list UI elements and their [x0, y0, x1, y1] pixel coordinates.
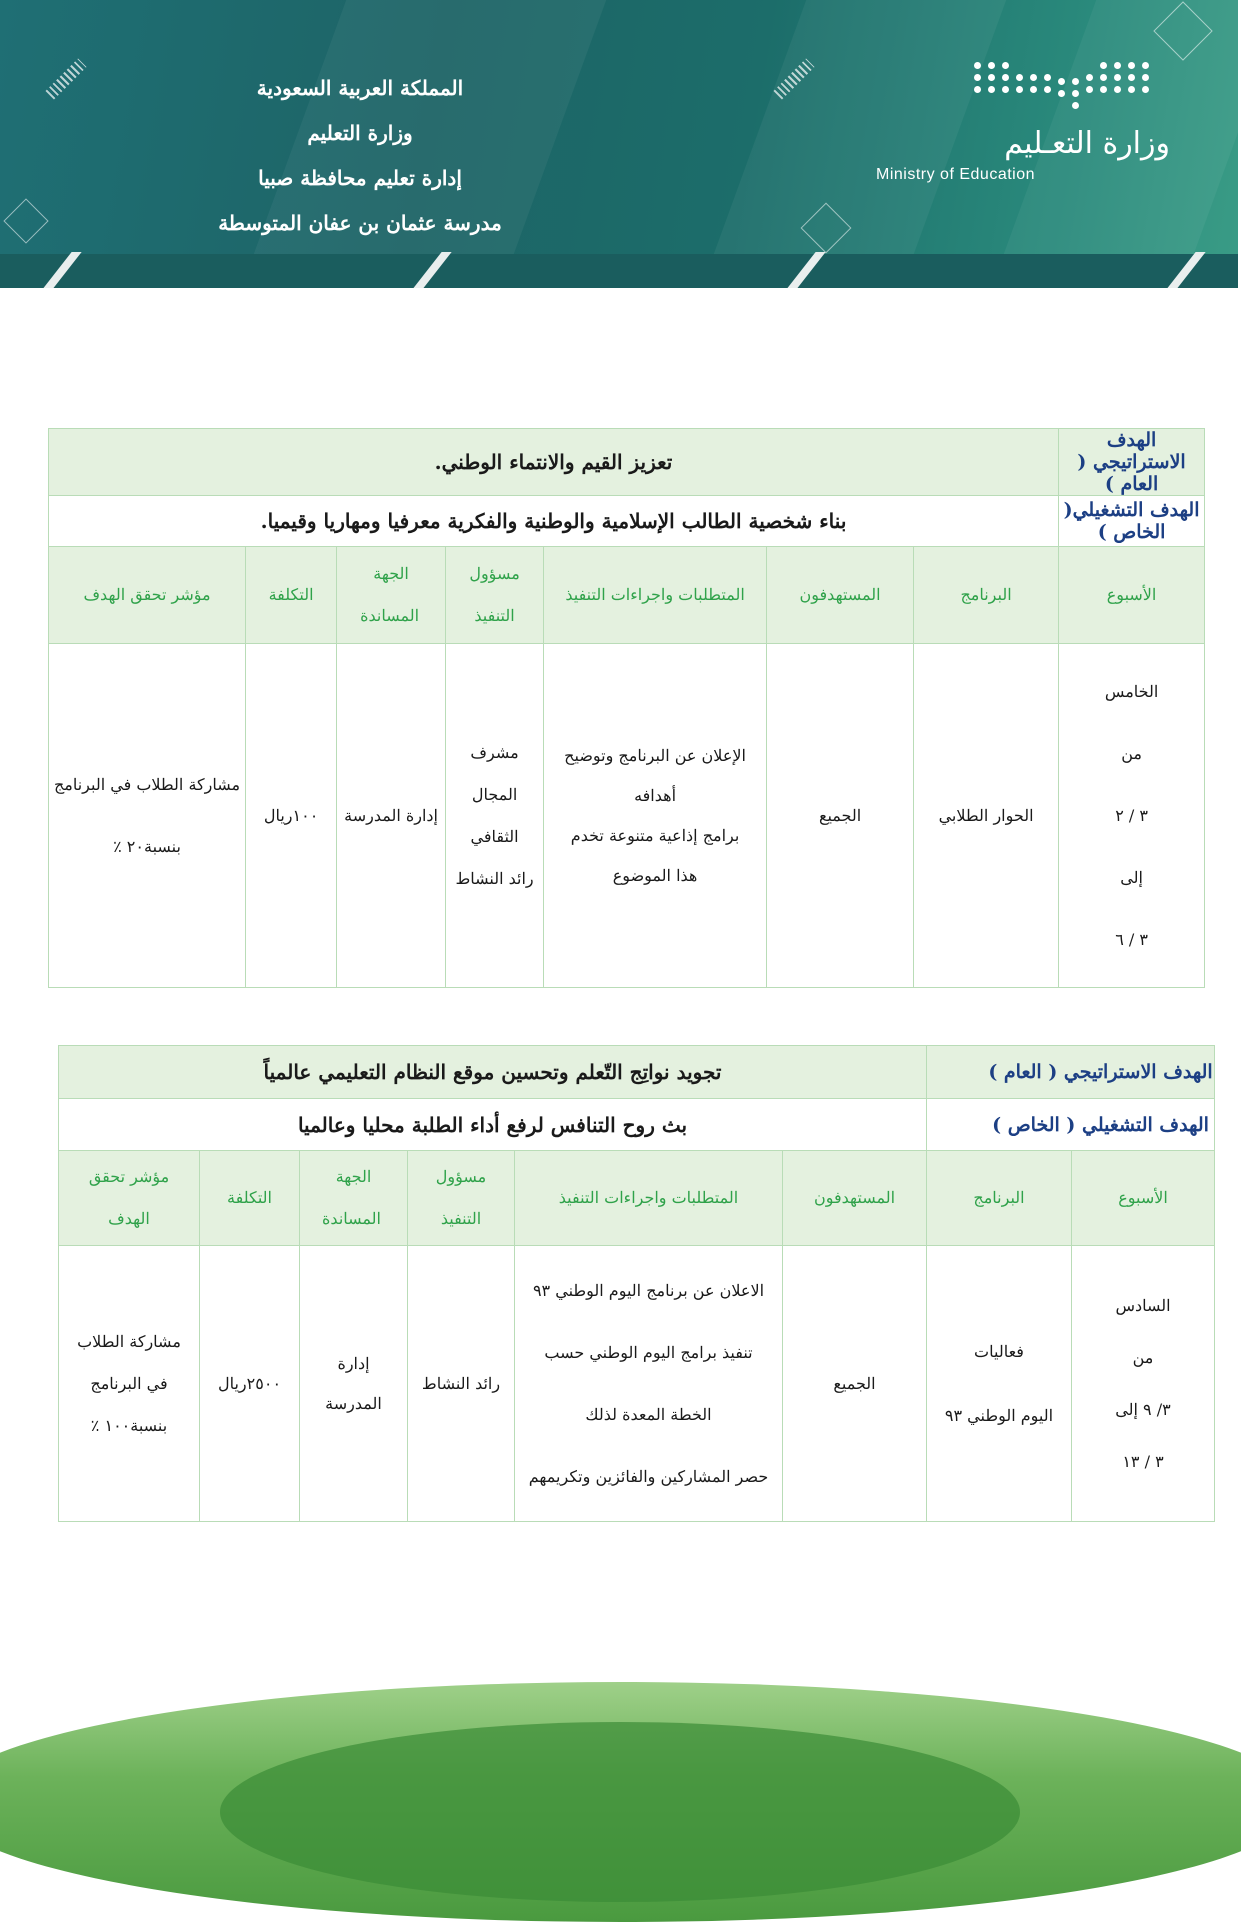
header-banner [0, 0, 1238, 288]
target-cell: الجميع [767, 644, 914, 988]
header-target: المستهدفون [767, 547, 914, 644]
header-requirements: المتطلبات واجراءات التنفيذ [544, 547, 767, 644]
header-target: المستهدفون [783, 1151, 927, 1246]
operational-goal-value: بناء شخصية الطالب الإسلامية والوطنية والفكرية معرفيا ومهاريا وقيميا. [49, 496, 1059, 547]
header-support: الجهة المساندة [337, 547, 446, 644]
table-row [49, 644, 1205, 988]
administration-name: إدارة تعليم محافظة صبيا [258, 166, 462, 190]
header-week: الأسبوع [1059, 547, 1205, 644]
ministry-logo [870, 58, 1170, 188]
indicator-line: مشاركة الطلاب [77, 1331, 181, 1351]
header-program: البرنامج [927, 1151, 1072, 1246]
program-line: اليوم الوطني ٩٣ [944, 1405, 1054, 1425]
ministry-name: وزارة التعليم [307, 121, 413, 145]
target-cell: الجميع [783, 1246, 927, 1522]
header-program: البرنامج [914, 547, 1059, 644]
operational-goal-value: بث روح التنافس لرفع أداء الطلبة محليا وعالميا [59, 1099, 927, 1151]
header-support: الجهة المساندة [300, 1151, 408, 1246]
logo-english-text: Ministry of Education [876, 166, 1036, 183]
week-line: إلى [1120, 867, 1143, 887]
requirement-line: أهدافه [634, 785, 677, 805]
header-indicator: مؤشر تحقق الهدف [59, 1151, 200, 1246]
header-text-block [165, 66, 555, 246]
responsible-cell: رائد النشاط [408, 1246, 515, 1522]
table-row [59, 1246, 1215, 1522]
requirement-line: هذا الموضوع [612, 865, 698, 885]
requirement-line: الاعلان عن برنامج اليوم الوطني ٩٣ [532, 1280, 765, 1300]
week-line: السادس [1115, 1295, 1171, 1315]
week-line: من [1132, 1347, 1154, 1367]
support-line: المدرسة [325, 1393, 382, 1413]
table-header-row [59, 1151, 1215, 1246]
header-responsible: مسؤول التنفيذ [408, 1151, 515, 1246]
operational-goal-label: الهدف التشغيلي ( الخاص ) [927, 1099, 1215, 1151]
requirement-line: الخطة المعدة لذلك [585, 1404, 712, 1424]
indicator-line: بنسبة١٠٠ ٪ [90, 1415, 168, 1435]
week-line: ٣/ ٩ إلى [1115, 1399, 1171, 1419]
indicator-line: بنسبة٢٠ ٪ [113, 836, 181, 856]
logo-arabic-text: وزارة التعـليم [1004, 126, 1170, 161]
strategic-goal-value: تجويد نواتِج التّعلم وتحسين موقع النظام التعليمي عالمياً [59, 1046, 927, 1099]
requirement-line: تنفيذ برامج اليوم الوطني حسب [544, 1342, 753, 1362]
week-line: ٣ / ٦ [1115, 929, 1148, 949]
week-line: ٣ / ٢ [1115, 805, 1148, 825]
requirement-line: الإعلان عن البرنامج وتوضيح [564, 745, 746, 765]
strategic-goal-label: الهدف الاستراتيجي ( العام ) [1059, 429, 1205, 496]
requirement-line: برامج إذاعية متنوعة تخدم [570, 825, 740, 845]
header-cost: التكلفة [246, 547, 337, 644]
indicator-line: مشاركة الطلاب في البرنامج [53, 774, 241, 794]
responsible-line: المجال [471, 784, 518, 804]
strategic-goal-value: تعزيز القيم والانتماء الوطني. [49, 429, 1059, 496]
requirement-line: حصر المشاركين والفائزين وتكريمهم [528, 1466, 769, 1486]
header-indicator: مؤشر تحقق الهدف [49, 547, 246, 644]
school-name: مدرسة عثمان بن عفان المتوسطة [218, 211, 502, 235]
week-line: من [1121, 743, 1142, 763]
week-line: ٣ / ١٣ [1122, 1451, 1164, 1471]
strategic-goal-label: الهدف الاستراتيجي ( العام ) [927, 1046, 1215, 1099]
operational-goal-label: الهدف التشغيلي( الخاص ) [1059, 496, 1205, 547]
header-cost: التكلفة [200, 1151, 300, 1246]
week-line: الخامس [1104, 681, 1159, 701]
logo-dots-icon [970, 58, 1170, 118]
footer-decoration-inner [220, 1722, 1020, 1902]
plan-table-1 [48, 428, 1205, 988]
responsible-line: مشرف [470, 742, 519, 762]
header-responsible: مسؤول التنفيذ [446, 547, 544, 644]
country-name: المملكة العربية السعودية [256, 76, 464, 100]
table-header-row [49, 547, 1205, 644]
program-line: فعاليات [974, 1341, 1024, 1361]
support-line: إدارة [337, 1353, 370, 1373]
support-cell: إدارة المدرسة [337, 644, 446, 988]
responsible-line: الثقافي [470, 826, 519, 846]
plan-table-2 [58, 1045, 1215, 1522]
header-requirements: المتطلبات واجراءات التنفيذ [515, 1151, 783, 1246]
program-cell: الحوار الطلابي [914, 644, 1059, 988]
cost-cell: ٢٥٠٠ريال [200, 1246, 300, 1522]
cost-cell: ١٠٠ريال [246, 644, 337, 988]
header-week: الأسبوع [1072, 1151, 1215, 1246]
indicator-line: في البرنامج [90, 1373, 168, 1393]
responsible-line: رائد النشاط [455, 868, 534, 888]
